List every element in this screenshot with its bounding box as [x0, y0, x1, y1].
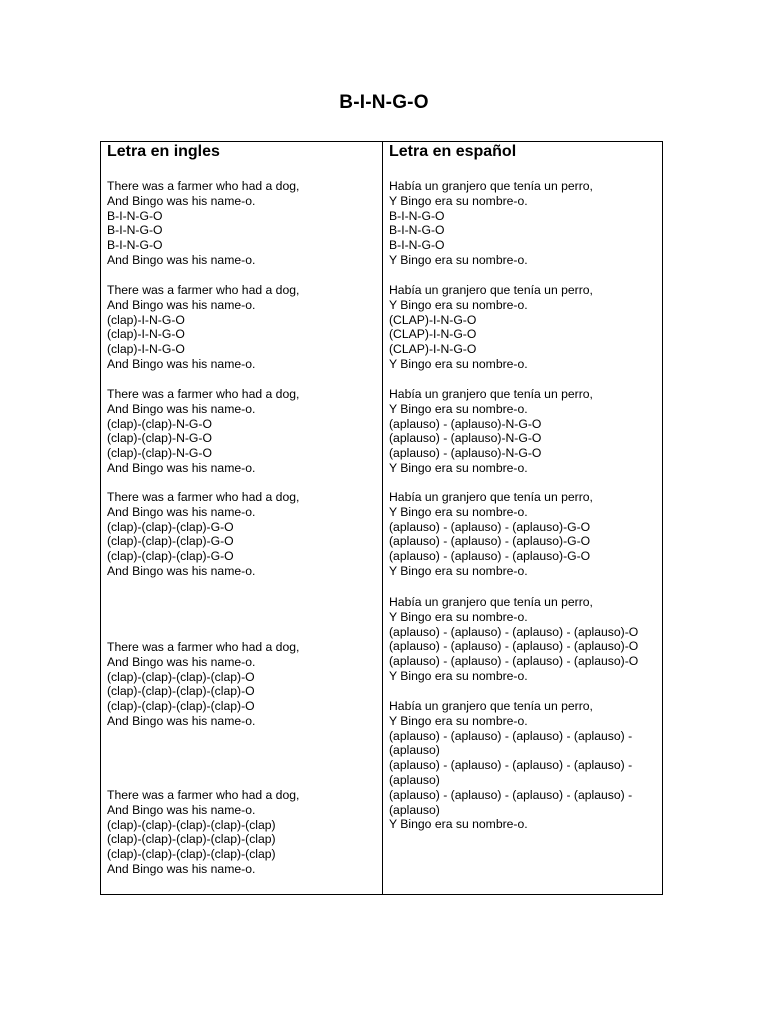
lyric-line: B-I-N-G-O	[107, 223, 163, 238]
lyric-line: Y Bingo era su nombre-o.	[389, 668, 528, 683]
english-stanza-4	[107, 490, 299, 579]
lyric-line: (aplauso) - (aplauso) - (aplauso)-G-O	[389, 519, 591, 534]
english-column-header: Letra en ingles	[107, 143, 220, 160]
lyric-line: Había un granjero que tenía un perro,	[389, 699, 593, 713]
spanish-stanza-6	[389, 699, 632, 832]
lyric-line: (aplauso) - (aplauso) - (aplauso) - (aplauso)-O	[389, 654, 639, 669]
lyric-line: (aplauso) - (aplauso) - (aplauso) - (aplauso)-O	[389, 639, 639, 654]
lyric-line: Y Bingo era su nombre-o.	[389, 609, 528, 624]
lyric-line: (clap)-(clap)-(clap)-(clap)-O	[107, 684, 255, 699]
lyric-line: And Bingo was his name-o.	[107, 563, 256, 578]
lyric-line: (CLAP)-I-N-G-O	[389, 312, 477, 327]
lyric-line: (aplauso) - (aplauso) - (aplauso)-G-O	[389, 534, 591, 549]
lyric-line: (aplauso) - (aplauso) - (aplauso)-G-O	[389, 549, 591, 564]
lyric-line: (clap)-(clap)-N-G-O	[107, 416, 212, 431]
lyric-line: There was a farmer who had a dog,	[107, 179, 300, 193]
lyric-line: (clap)-(clap)-N-G-O	[107, 431, 212, 446]
english-stanza-2	[107, 283, 299, 372]
lyric-line: Y Bingo era su nombre-o.	[389, 297, 528, 312]
lyric-line: (aplauso)	[389, 802, 440, 817]
lyric-line: There was a farmer who had a dog,	[107, 387, 300, 401]
lyric-line: (clap)-(clap)-N-G-O	[107, 446, 212, 461]
lyric-line: There was a farmer who had a dog,	[107, 283, 300, 297]
spanish-stanza-2	[389, 283, 593, 372]
lyric-line: Y Bingo era su nombre-o.	[389, 504, 528, 519]
lyric-line: Y Bingo era su nombre-o.	[389, 193, 528, 208]
lyric-line: (clap)-(clap)-(clap)-G-O	[107, 549, 234, 564]
lyric-line: Había un granjero que tenía un perro,	[389, 490, 593, 504]
english-stanza-5	[107, 640, 299, 729]
lyric-line: (clap)-(clap)-(clap)-(clap)-O	[107, 669, 255, 684]
lyric-line: (aplauso) - (aplauso) - (aplauso) - (aplauso) -	[389, 758, 633, 773]
lyric-line: And Bingo was his name-o.	[107, 401, 256, 416]
lyric-line: Y Bingo era su nombre-o.	[389, 563, 528, 578]
english-stanza-3	[107, 387, 299, 476]
lyric-line: (clap)-(clap)-(clap)-(clap)-(clap)	[107, 817, 276, 832]
lyric-line: And Bingo was his name-o.	[107, 193, 256, 208]
lyric-line: (clap)-(clap)-(clap)-G-O	[107, 519, 234, 534]
spanish-stanza-3	[389, 387, 593, 476]
lyric-line: Había un granjero que tenía un perro,	[389, 283, 593, 297]
lyric-line: And Bingo was his name-o.	[107, 654, 256, 669]
lyric-line: Y Bingo era su nombre-o.	[389, 817, 528, 832]
english-column	[107, 142, 379, 894]
lyric-line: Y Bingo era su nombre-o.	[389, 401, 528, 416]
spanish-stanza-4	[389, 490, 593, 579]
lyric-line: (aplauso) - (aplauso)-N-G-O	[389, 446, 542, 461]
lyric-line: (aplauso) - (aplauso) - (aplauso) - (aplauso) -	[389, 787, 633, 802]
spanish-column-header: Letra en español	[389, 143, 517, 160]
lyric-line: (CLAP)-I-N-G-O	[389, 327, 477, 342]
spanish-column	[389, 142, 657, 894]
lyric-line: (aplauso)	[389, 772, 440, 787]
lyric-line: (aplauso) - (aplauso)-N-G-O	[389, 431, 542, 446]
lyric-line: And Bingo was his name-o.	[107, 504, 256, 519]
lyric-line: (aplauso)	[389, 743, 440, 758]
lyric-line: B-I-N-G-O	[107, 238, 163, 253]
english-stanza-1	[107, 179, 299, 268]
lyric-line: (clap)-(clap)-(clap)-(clap)-(clap)	[107, 847, 276, 862]
lyric-line: And Bingo was his name-o.	[107, 252, 256, 267]
spanish-stanza-1	[389, 179, 593, 268]
lyric-line: Había un granjero que tenía un perro,	[389, 595, 593, 609]
lyric-line: Y Bingo era su nombre-o.	[389, 356, 528, 371]
page-title: B-I-N-G-O	[339, 92, 429, 113]
lyrics-table	[100, 141, 663, 895]
lyric-line: B-I-N-G-O	[107, 208, 163, 223]
lyric-line: (aplauso) - (aplauso) - (aplauso) - (aplauso) -	[389, 728, 633, 743]
column-divider	[382, 142, 383, 894]
lyric-line: (clap)-I-N-G-O	[107, 342, 185, 357]
english-stanza-6	[107, 788, 299, 877]
lyric-line: Había un granjero que tenía un perro,	[389, 179, 593, 193]
lyric-line: There was a farmer who had a dog,	[107, 640, 300, 654]
lyric-line: And Bingo was his name-o.	[107, 861, 256, 876]
lyric-line: Y Bingo era su nombre-o.	[389, 252, 528, 267]
lyric-line: (aplauso) - (aplauso) - (aplauso) - (aplauso)-O	[389, 624, 639, 639]
lyric-line: And Bingo was his name-o.	[107, 802, 256, 817]
lyric-line: Había un granjero que tenía un perro,	[389, 387, 593, 401]
lyric-line: And Bingo was his name-o.	[107, 297, 256, 312]
lyric-line: There was a farmer who had a dog,	[107, 490, 300, 504]
lyric-line: B-I-N-G-O	[389, 238, 445, 253]
lyric-line: (CLAP)-I-N-G-O	[389, 342, 477, 357]
lyric-line: (clap)-(clap)-(clap)-G-O	[107, 534, 234, 549]
lyric-line: Y Bingo era su nombre-o.	[389, 460, 528, 475]
lyric-line: There was a farmer who had a dog,	[107, 788, 300, 802]
lyric-line: (clap)-I-N-G-O	[107, 312, 185, 327]
lyric-line: (clap)-(clap)-(clap)-(clap)-(clap)	[107, 832, 276, 847]
lyric-line: (clap)-I-N-G-O	[107, 327, 185, 342]
lyric-line: B-I-N-G-O	[389, 208, 445, 223]
lyric-line: And Bingo was his name-o.	[107, 356, 256, 371]
spanish-stanza-5	[389, 595, 638, 684]
lyric-line: And Bingo was his name-o.	[107, 460, 256, 475]
lyric-line: (clap)-(clap)-(clap)-(clap)-O	[107, 699, 255, 714]
lyric-line: (aplauso) - (aplauso)-N-G-O	[389, 416, 542, 431]
lyric-line: And Bingo was his name-o.	[107, 713, 256, 728]
lyric-line: B-I-N-G-O	[389, 223, 445, 238]
lyric-line: Y Bingo era su nombre-o.	[389, 713, 528, 728]
